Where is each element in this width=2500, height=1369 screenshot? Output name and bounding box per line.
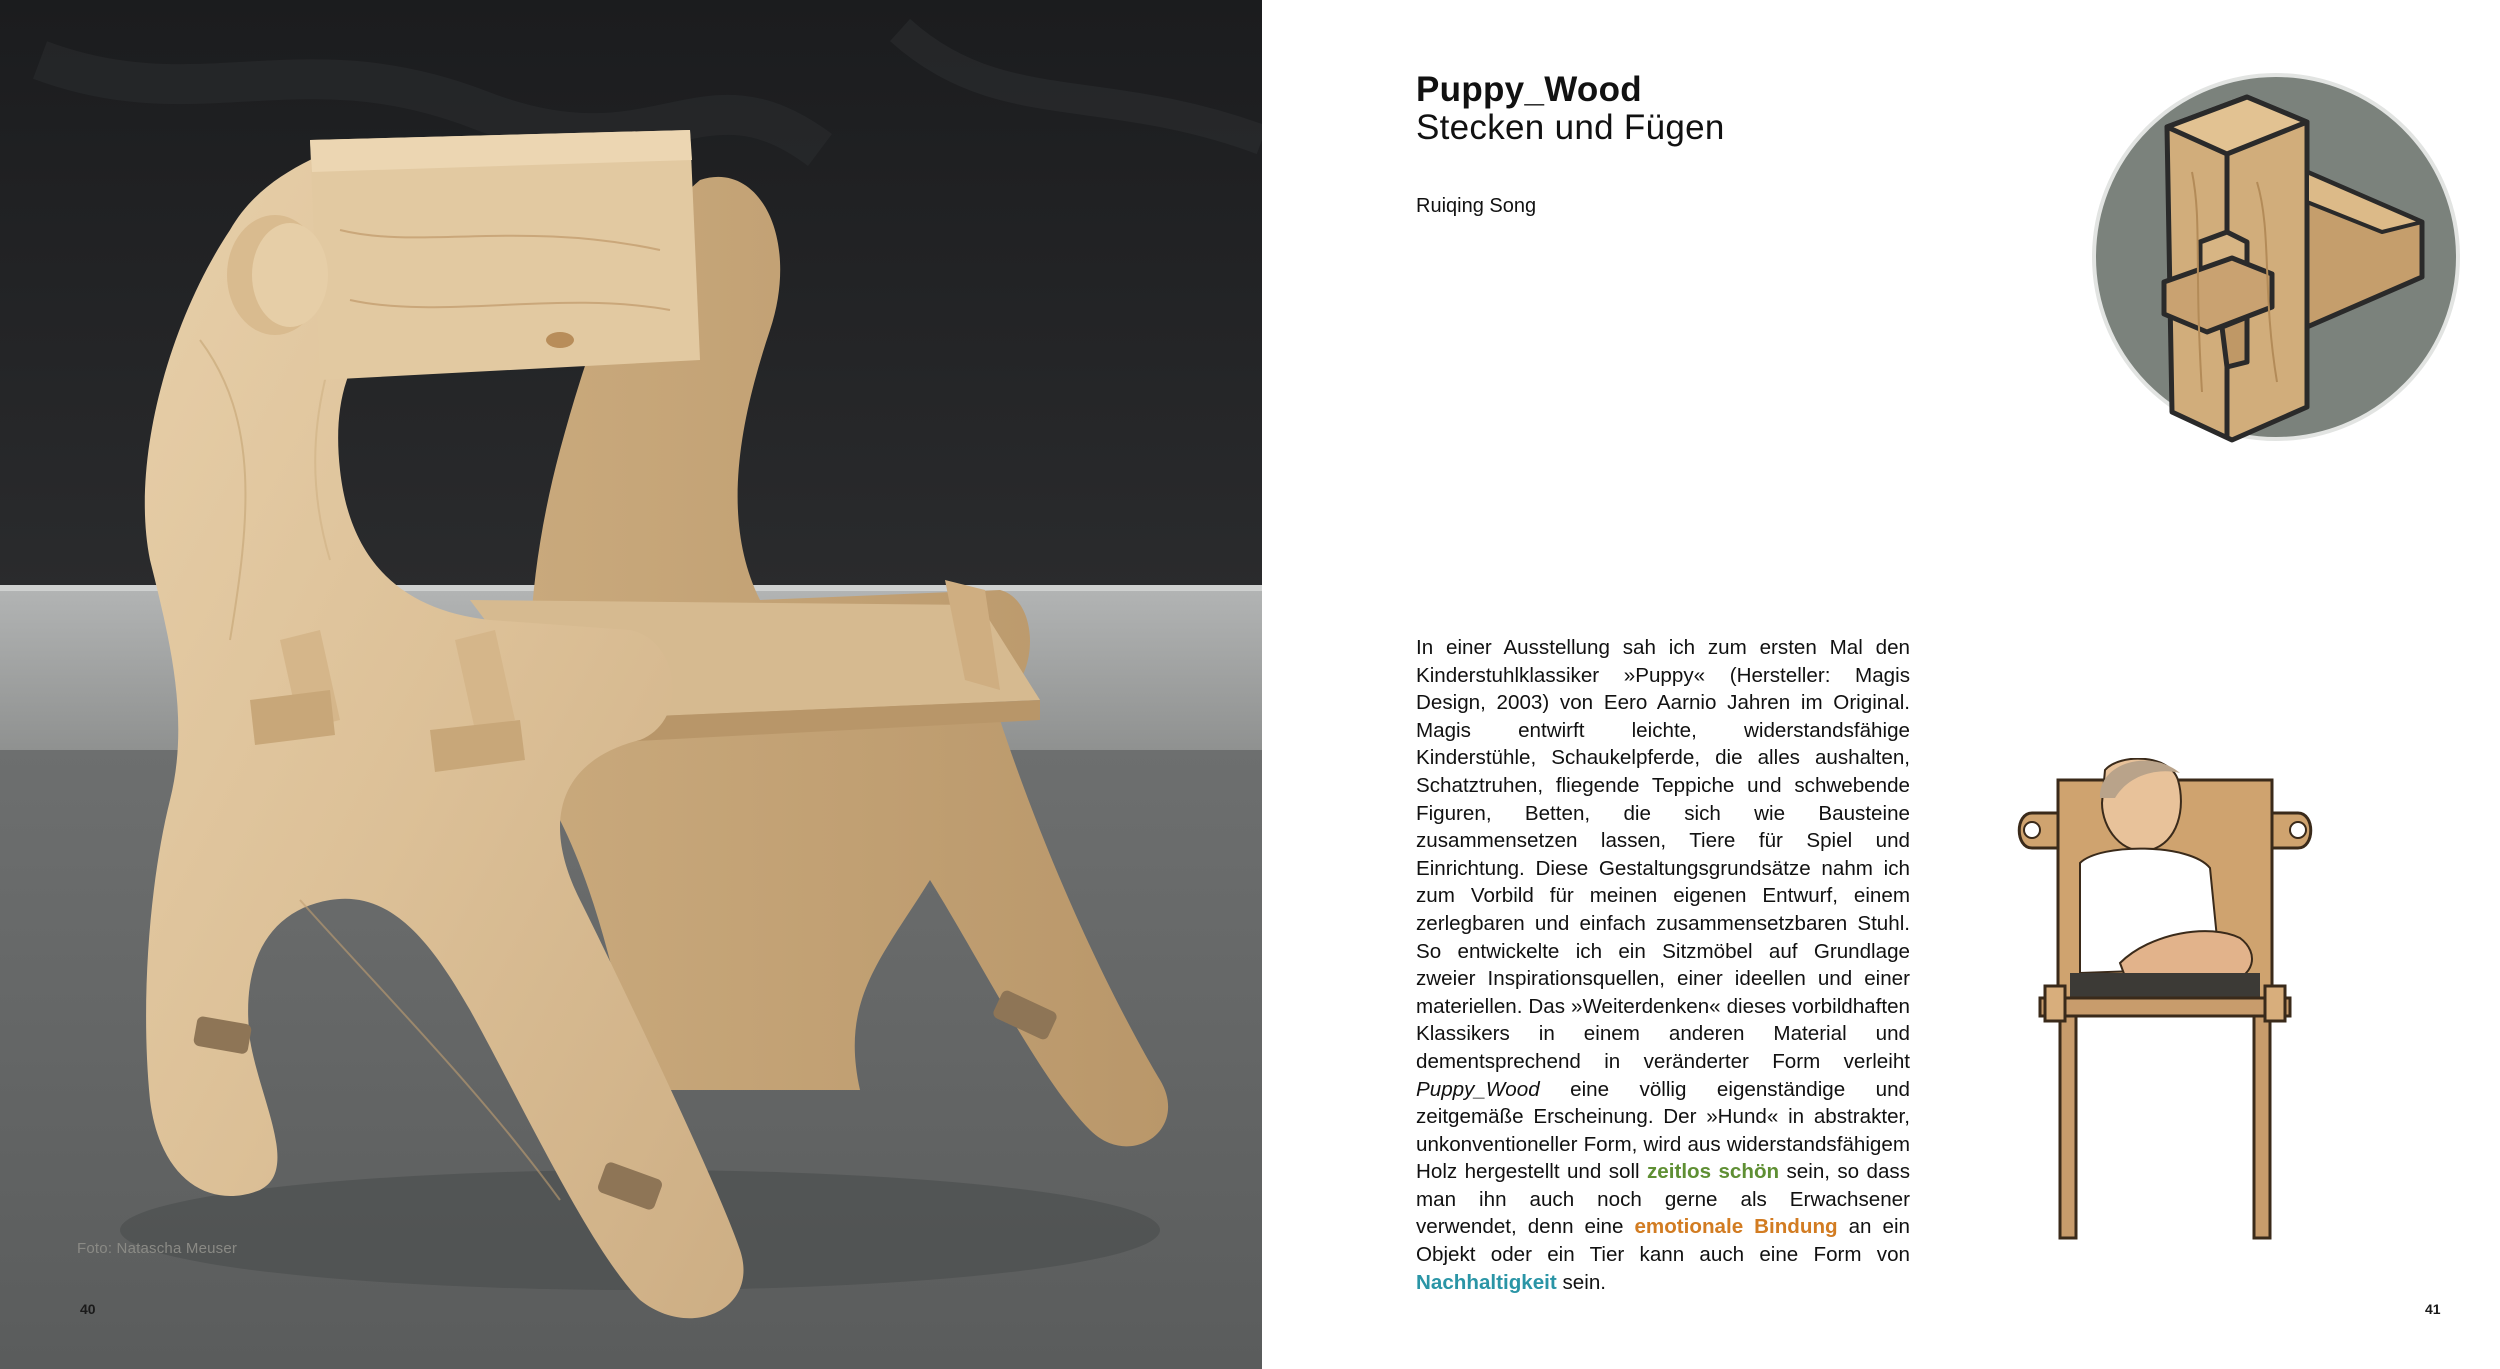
joint-illustration [2082, 62, 2470, 452]
page-number-left: 40 [80, 1301, 96, 1317]
page-number-right: 41 [2425, 1301, 2441, 1317]
product-name-italic: Puppy_Wood [1416, 1077, 1540, 1101]
author-name: Ruiqing Song [1416, 195, 1537, 217]
body-text-segment: an ein Objekt oder ein Tier kann auch eine Form von [1416, 1215, 1910, 1267]
body-text-segment: In einer Ausstellung sah ich zum ersten Mal den Kinderstuhlklassiker »Puppy« (Hersteller: Magis Design, 2003) von Eero Aarnio Jahren im Original. Magis entwirft leichte, widerstandsfähige Kinderstühle, Schaukelpferde, die alles aushalten, Schatztruhen, fliegende Teppiche und schwebende Figuren, Betten, die sich wie Bausteine zusammensetzen lassen, Tiere für Spiel und Einrichtung. Diese Gestaltungsgrundsätze nahm ich zum Vorbild für meinen eigenen Entwurf, einem zerlegbaren und einfach zusammensetzbaren Stuhl. So entwickelte ich ein Sitzmöbel auf Grundlage zweier Inspirationsquellen, einer ideellen und einer materiellen. Das »Weiterdenken« dieses vorbildhaften Klassikers in einem anderen Material und dementsprechend in veränderter Form verleiht [1416, 636, 1910, 1073]
highlight-zeitlos-schoen: zeitlos schön [1647, 1160, 1780, 1184]
highlight-emotionale-bindung: emotionale Bindung [1634, 1215, 1838, 1239]
photo-credit: Foto: Natascha Meuser [77, 1240, 238, 1257]
article-title: Puppy_Wood [1416, 70, 1642, 109]
highlight-nachhaltigkeit: Nachhaltigkeit [1416, 1270, 1557, 1294]
body-text-segment: sein, so dass man ihn auch noch gerne als Erwachsener verwendet, denn eine [1416, 1160, 1910, 1239]
article-subtitle: Stecken und Fügen [1416, 108, 1725, 147]
article-paragraph [1416, 634, 1910, 1296]
body-text-segment: sein. [1556, 1270, 1606, 1294]
chair-with-child-illustration [2010, 758, 2320, 1240]
article-body [1416, 634, 1910, 1296]
body-text-segment: eine völlig eigenständige und zeitgemäße Erscheinung. Der »Hund« in abstrakter, unkonventioneller Form, wird aus widerstandsfähigem Holz hergestellt und soll [1416, 1077, 1910, 1184]
